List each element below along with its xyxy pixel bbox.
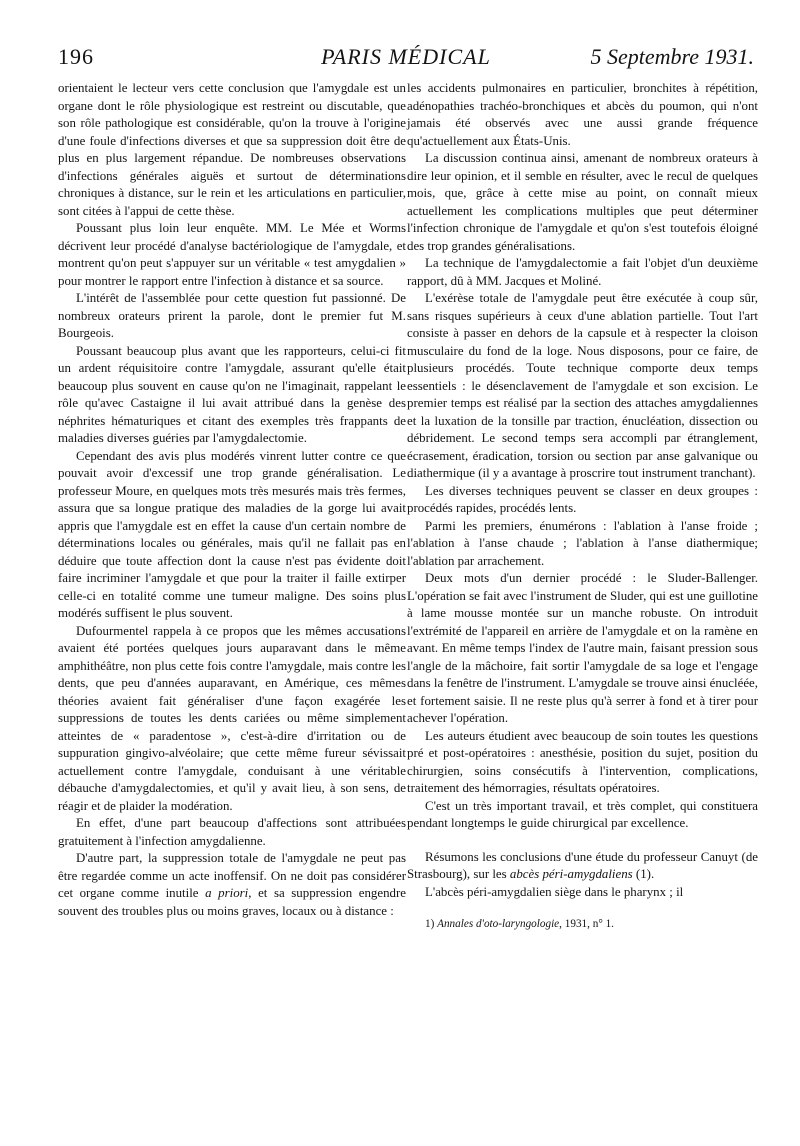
page-number: 196 [58,44,94,69]
paragraph: Poussant beaucoup plus avant que les rapporteurs, celui-ci fit un ardent réquisitoire contre l'amygdale, assurant qu'elle était beaucoup plus souvent en cause qu'on ne l'imaginait, rappelant le rôle qu'avec Castaigne il lui avait attribué dans la genèse des néphrites hématuriques et citant des exemples très frappants de maladies diverses guéries par l'amygdalectomie. [58,343,406,445]
paragraph: Cependant des avis plus modérés vinrent lutter contre ce que pouvait avoir d'excessif une trop grande généralisation. Le professeur Moure, en quelques mots très mesurés mais très fermes, assura que sa longue pratique des maladies de la gorge lui avait appris que l'amygdale est en effet la cause d'un certain nombre de déterminations locales ou générales, mais qu'il ne fallait pas en déduire que toute affection dont la cause n'est pas évidente doit faire incriminer l'amygdale et que pour la traiter il faille extirper celle-ci en totalité comme une tumeur maligne. Des soins plus modérés suffisent le plus souvent. [58,448,406,620]
paragraph [58,850,406,920]
paragraph-text: , et sa suppression engendre souvent des troubles plus ou moins graves, locaux ou à distance : [58,886,406,918]
paragraph: Les diverses techniques peuvent se classer en deux groupes : procédés rapides, procédés lents. [407,483,758,515]
paragraph: L'abcès péri-amygdalien siège dans le pharynx ; il [425,884,684,899]
paragraph-text: (1). [632,867,655,881]
issue-date: 5 Septembre 1931. [590,44,754,69]
paragraph: orientaient le lecteur vers cette conclusion que l'amygdale est un organe dont le rôle physiologique est restreint ou discutable, que son rôle pathologique est considérable, qu'on la trouve à l'origine d'une foule d'infections diverses et que sa suppression doit être de plus en plus largement répandue. De nombreuses observations d'infections générales aiguës et surtout de déterminations chroniques à distance, sur le rein et les articulations en particulier, sont citées à l'appui de cette thèse. [58,81,406,218]
paragraph: Dufourmentel rappela à ce propos que les mêmes accusations avaient été portées quelques jours auparavant dans le même amphithéâtre, non plus cette fois contre l'amygdale, mais contre les dents, que peu d'années auparavant, en Amérique, ces mêmes théories avaient fait généraliser d'une façon exagérée les suppressions de toutes les dents cariées ou même simplement atteintes de « paradentose », c'est-à-dire d'irritation ou de suppuration gingivo-alvéolaire; que cette même fureur sévissait actuellement contre l'amygdale, conduisant à une véritable débauche d'amygdalectomies, et qu'il y avait lieu, à son sens, de réagir et de plaider la modération. [58,623,406,813]
paragraph: La technique de l'amygdalectomie a fait l'objet d'un deuxième rapport, dû à MM. Jacques et Moliné. [407,256,758,288]
footnote-source: Annales d'oto-laryngologie [437,918,560,930]
right-column [407,80,758,932]
paragraph: les accidents pulmonaires en particulier, bronchites à répétition, adénopathies trachéo-bronchiques et abcès du poumon, qui n'ont jamais été observés avec une aussi grande fréquence qu'actuellement aux États-Unis. [407,81,758,148]
paragraph: L'intérêt de l'assemblée pour cette question fut passionné. De nombreux orateurs prirent la parole, dont le premier fut M. Bourgeois. [58,291,406,340]
paragraph: L'exérèse totale de l'amygdale peut être exécutée à coup sûr, sans risques supérieurs à ceux d'une ablation partielle. Tout l'art consiste à passer en dehors de la capsule et à respecter la cloison musculaire du fond de la loge. Nous disposons, pour ce faire, de plusieurs procédés. Toute technique comporte deux temps essentiels : le désenclavement de l'amygdale et son excision. Le premier temps est réalisé par la section des attaches amygdaliennes et la luxation de la tonsille par traction, énucléation, dissection ou débridement. Le second temps sera accompli par étranglement, écrasement, éradication, torsion ou section par anse galvanique ou diathermique (il y a avantage à proscrire tout instrument tranchant). [407,291,758,480]
paragraph: Parmi les premiers, énumérons : l'ablation à l'anse froide ; l'ablation à l'anse chaude ; l'ablation à l'anse diathermique; l'ablation par arrachement. [407,518,758,568]
paragraph: La discussion continua ainsi, amenant de nombreux orateurs à dire leur opinion, et il semble en résulter, avec le recul de quelques mois, que, grâce à cette mise au point, on connaît mieux actuellement les complications multiples que peut déterminer l'infection chronique de l'amygdale et qu'on s'est toutefois éloigné des trop grandes généralisations. [407,151,758,253]
paragraph: C'est un très important travail, et très complet, qui constituera pendant longtemps le guide chirurgical par excellence. [407,798,758,830]
italic-phrase: abcès péri-amygdaliens [509,867,633,881]
paragraph: Poussant plus loin leur enquête. MM. Le Mée et Worms décrivent leur procédé d'analyse bactériologique de l'amygdale, et montrent qu'on peut s'appuyer sur un véritable « test amygdalien » pour montrer le rapport entre l'infection à distance et sa source. [58,221,406,288]
italic-phrase: a priori [205,886,249,900]
paragraph-text: Résumons les conclusions d'une étude du professeur Canuyt (de Strasbourg), sur les [407,849,758,881]
paragraph [407,849,758,884]
footnote-marker: 1) [425,918,435,930]
paragraph: En effet, d'une part beaucoup d'affections sont attribuées gratuitement à l'infection amygdalienne. [58,816,406,848]
paragraph: Deux mots d'un dernier procédé : le Sluder-Ballenger. L'opération se fait avec l'instrument de Sluder, qui est une guillotine à lame mousse montée sur un manche robuste. On introduit l'extrémité de l'appareil en arrière de l'amygdale et on la ramène en avant. En même temps l'index de l'autre main, faisant pression sous l'angle de la mâchoire, fait sortir l'amygdale de sa loge et l'engage dans la fenêtre de l'instrument. L'amygdale se trouve ainsi énucléée, et fortement saisie. Il ne reste plus qu'à serrer à fond et à tirer pour achever l'opération. [407,571,759,725]
paragraph-text: D'autre part, la suppression totale de l'amygdale ne peut pas être regardée comme un acte inoffensif. On ne doit pas considérer cet organe comme inutile [58,851,406,900]
paragraph: Les auteurs étudient avec beaucoup de soin toutes les questions pré et post-opératoires : anesthésie, position du sujet, position du chirurgien, soins consécutifs à l'intervention, complications, traitement des hémorragies, résultats opératoires. [407,728,758,795]
running-header [58,44,754,78]
footnote [407,917,758,932]
footnote-reference: , 1931, n° 1. [559,918,614,930]
journal-title: PARIS MÉDICAL [321,44,491,69]
left-column [58,80,406,920]
